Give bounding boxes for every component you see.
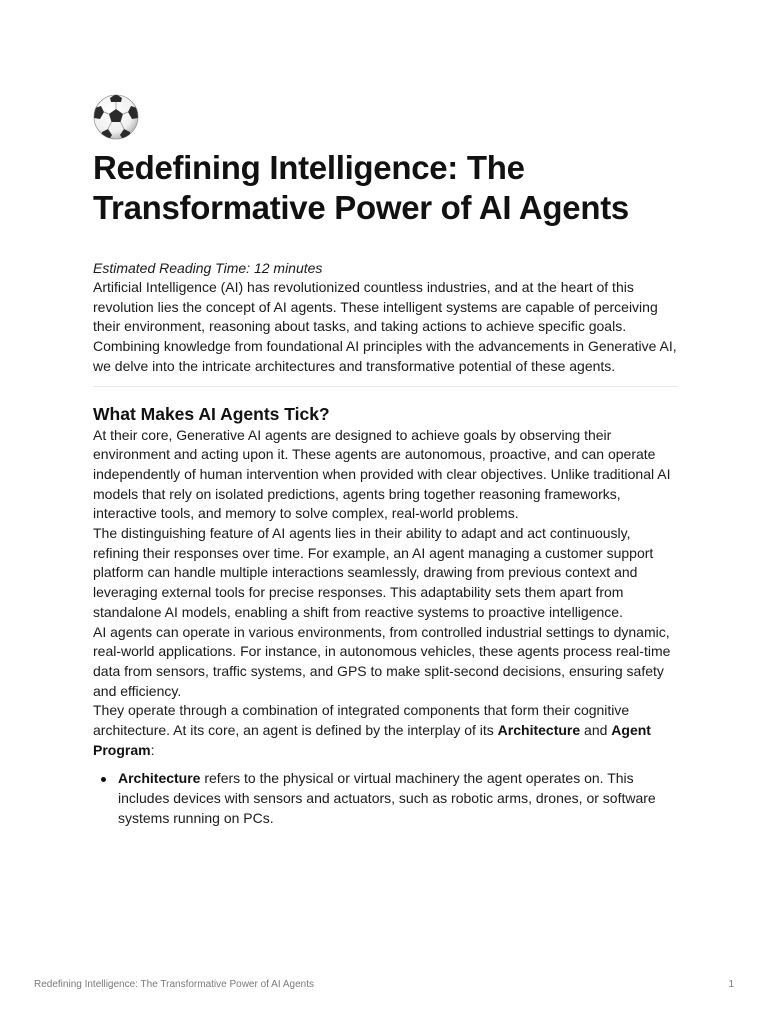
section-paragraph-4 xyxy=(93,701,677,760)
paragraph-text: : xyxy=(150,741,155,758)
list-item xyxy=(93,769,677,828)
section-divider xyxy=(93,386,677,387)
section-paragraph-2: The distinguishing feature of AI agents lies in their ability to adapt and act continuously, refining their responses over time. For example, an AI agent managing a customer support platform can handle multiple interactions seamlessly, drawing from previous context and leveraging external tools for precise responses. This adaptability sets them apart from standalone AI models, enabling a shift from reactive systems to proactive intelligence. xyxy=(93,525,654,620)
section-paragraph-3: AI agents can operate in various environments, from controlled industrial settings to dynamic, real-world applications. For instance, in autonomous vehicles, these agents process real-time data from sensors, traffic systems, and GPS to make split-second decisions, ensuring safety and efficiency. xyxy=(93,623,671,699)
paragraph-text: and xyxy=(580,722,612,739)
reading-time: Estimated Reading Time: 12 minutes xyxy=(93,260,323,276)
document-title: Redefining Intelligence: The Transformative Power of AI Agents xyxy=(93,149,629,226)
page-number: 1 xyxy=(728,979,734,990)
bold-term-agent-program: Agent Program xyxy=(93,722,651,758)
soccer-ball-icon xyxy=(91,92,141,142)
paragraph-text: They operate through a combination of integrated components that form their cognitive architecture. At its core, an agent is defined by the interplay of its xyxy=(93,702,630,739)
bullet-list xyxy=(93,769,677,828)
bullet-icon xyxy=(101,777,106,782)
document-body xyxy=(93,92,677,829)
intro-paragraph: Artificial Intelligence (AI) has revolutionized countless industries, and at the heart of this revolution lies the concept of AI agents. These intelligent systems are capable of perceiving their environment, reasoning about tasks, and taking actions to achieve specific goals. Combining knowledge from foundational AI principles with the advancements in Generative AI, we delve into the intricate architectures and transformative potential of these agents. xyxy=(93,279,677,374)
section-paragraph-1: At their core, Generative AI agents are designed to achieve goals by observing their environment and acting upon it. These agents are autonomous, proactive, and can operate independently of human intervention when provided with clear objectives. Unlike traditional AI models that rely on isolated predictions, agents bring together reasoning frameworks, interactive tools, and memory to solve complex, real-world problems. xyxy=(93,426,671,522)
bold-term-architecture: Architecture xyxy=(497,722,581,739)
bullet-text: refers to the physical or virtual machinery the agent operates on. This includes devices with sensors and actuators, such as robotic arms, drones, or software systems running on PCs. xyxy=(118,770,656,826)
bullet-bold-term: Architecture xyxy=(118,770,201,787)
footer-title: Redefining Intelligence: The Transformative Power of AI Agents xyxy=(34,979,314,990)
section-heading: What Makes AI Agents Tick? xyxy=(93,403,330,424)
